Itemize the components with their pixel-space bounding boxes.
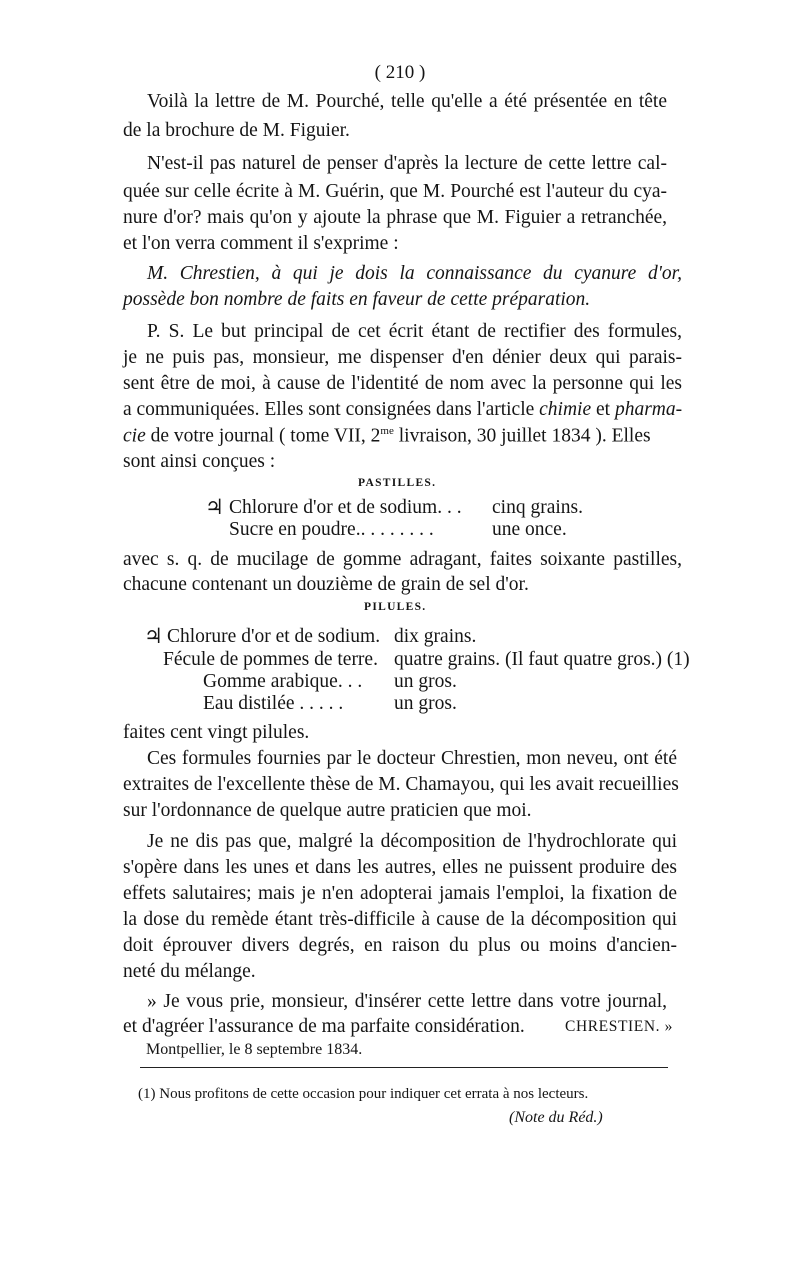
ps-line-2: je ne puis pas, monsieur, me dispenser d'en dénier deux qui parais- xyxy=(123,347,682,368)
ps-line-5-rest: livraison, 30 juillet 1834 ). Elles xyxy=(393,425,651,447)
footnote-divider xyxy=(140,1067,668,1068)
para6-line-4: la dose du remède étant très-difficile à cause de la décomposition qui xyxy=(123,909,677,930)
term-pharmacie-part1: pharma- xyxy=(614,399,683,420)
pilules-quantity-4: un gros. xyxy=(394,693,457,714)
pilules-quantity-2: quatre grains. (Il faut quatre gros.) (1) xyxy=(394,649,690,670)
para1-line-1: Voilà la lettre de M. Pourché, telle qu'elle a été présentée en tête xyxy=(147,91,667,112)
pilules-quantity-3: un gros. xyxy=(394,671,457,692)
para2-line-2: quée sur celle écrite à M. Guérin, que M. Pourché est l'auteur du cya- xyxy=(123,181,667,202)
closing-line-1: » Je vous prie, monsieur, d'insérer cette lettre dans votre journal, xyxy=(147,991,667,1012)
term-chimie: chimie xyxy=(539,399,592,420)
para6-line-3: effets salutaires; mais je n'en adopterai jamais l'emploi, la fixation de xyxy=(123,883,677,904)
ps-line-3: sent être de moi, à cause de l'identité de nom avec la personne qui les xyxy=(123,373,682,394)
ps-line-6: sont ainsi conçues : xyxy=(123,451,276,472)
para6-line-2: s'opère dans les unes et dans les autres, elles ne puissent produire des xyxy=(123,857,677,878)
para3-line-2: chacune contenant un douzième de grain de sel d'or. xyxy=(123,574,529,595)
para4-line-1: faites cent vingt pilules. xyxy=(123,722,310,743)
pastilles-heading: PASTILLES. xyxy=(358,477,437,489)
page-number: ( 210 ) xyxy=(374,62,426,83)
pilules-ingredient-4: Eau distilée . . . . . xyxy=(203,693,344,714)
footnote-attribution: (Note du Réd.) xyxy=(509,1109,603,1126)
ps-line-4 xyxy=(123,400,682,420)
place-date: Montpellier, le 8 septembre 1834. xyxy=(146,1041,363,1058)
ps-line-5 xyxy=(123,426,651,446)
para5-line-1: Ces formules fournies par le docteur Chrestien, mon neveu, ont été xyxy=(147,748,677,769)
signature: CHRESTIEN. » xyxy=(565,1018,673,1035)
ps-line-1: P. S. Le but principal de cet écrit étant de rectifier des formules, xyxy=(147,321,682,342)
pilules-ingredient-1: Chlorure d'or et de sodium. xyxy=(167,626,381,647)
para6-line-5: doit éprouver divers degrés, en raison du plus ou moins d'ancien- xyxy=(123,935,677,956)
recipe-symbol-icon: ♃ xyxy=(205,495,224,519)
pilules-quantity-1: dix grains. xyxy=(394,626,477,647)
pastilles-quantity-1: cinq grains. xyxy=(492,497,583,518)
para2-line-1: N'est-il pas naturel de penser d'après la lecture de cette lettre cal- xyxy=(147,153,667,174)
footnote-text: (1) Nous profitons de cette occasion pour indiquer cet errata à nos lecteurs. xyxy=(138,1086,589,1102)
para2-line-3: nure d'or? mais qu'on y ajoute la phrase que M. Figuier a retranchée, xyxy=(123,207,667,228)
para6-line-6: neté du mélange. xyxy=(123,961,256,982)
ps-line-4-et: et xyxy=(596,399,611,420)
para2-line-4: et l'on verra comment il s'exprime : xyxy=(123,233,399,254)
para1-line-2: de la brochure de M. Figuier. xyxy=(123,120,350,141)
pilules-heading: PILULES. xyxy=(364,601,427,613)
ps-line-5-text: de votre journal ( tome VII, 2 xyxy=(150,425,381,447)
recipe-symbol-icon-2: ♃ xyxy=(144,624,163,648)
para5-line-3: sur l'ordonnance de quelque autre praticien que moi. xyxy=(123,800,532,821)
para3-line-1: avec s. q. de mucilage de gomme adragant, faites soixante pastilles, xyxy=(123,549,682,570)
ps-line-4-text: a communiquées. Elles sont consignées dans l'article xyxy=(123,399,535,420)
term-pharmacie-part2: cie xyxy=(123,425,146,447)
para6-line-1: Je ne dis pas que, malgré la décomposition de l'hydrochlorate qui xyxy=(147,831,677,852)
pastilles-ingredient-1: Chlorure d'or et de sodium. . . xyxy=(229,497,462,518)
ps-line-5-superscript: me xyxy=(380,425,394,437)
pilules-ingredient-3: Gomme arabique. . . xyxy=(203,671,363,692)
pastilles-ingredient-2: Sucre en poudre.. . . . . . . . xyxy=(229,519,434,540)
pilules-ingredient-2: Fécule de pommes de terre. xyxy=(163,649,378,670)
para5-line-2: extraites de l'excellente thèse de M. Chamayou, qui les avait recueillies xyxy=(123,774,679,795)
quote-line-2: possède bon nombre de faits en faveur de cette préparation. xyxy=(123,289,591,310)
closing-line-2: et d'agréer l'assurance de ma parfaite considération. xyxy=(123,1016,525,1037)
pastilles-quantity-2: une once. xyxy=(492,519,567,540)
quote-line-1: M. Chrestien, à qui je dois la connaissance du cyanure d'or, xyxy=(147,263,682,284)
